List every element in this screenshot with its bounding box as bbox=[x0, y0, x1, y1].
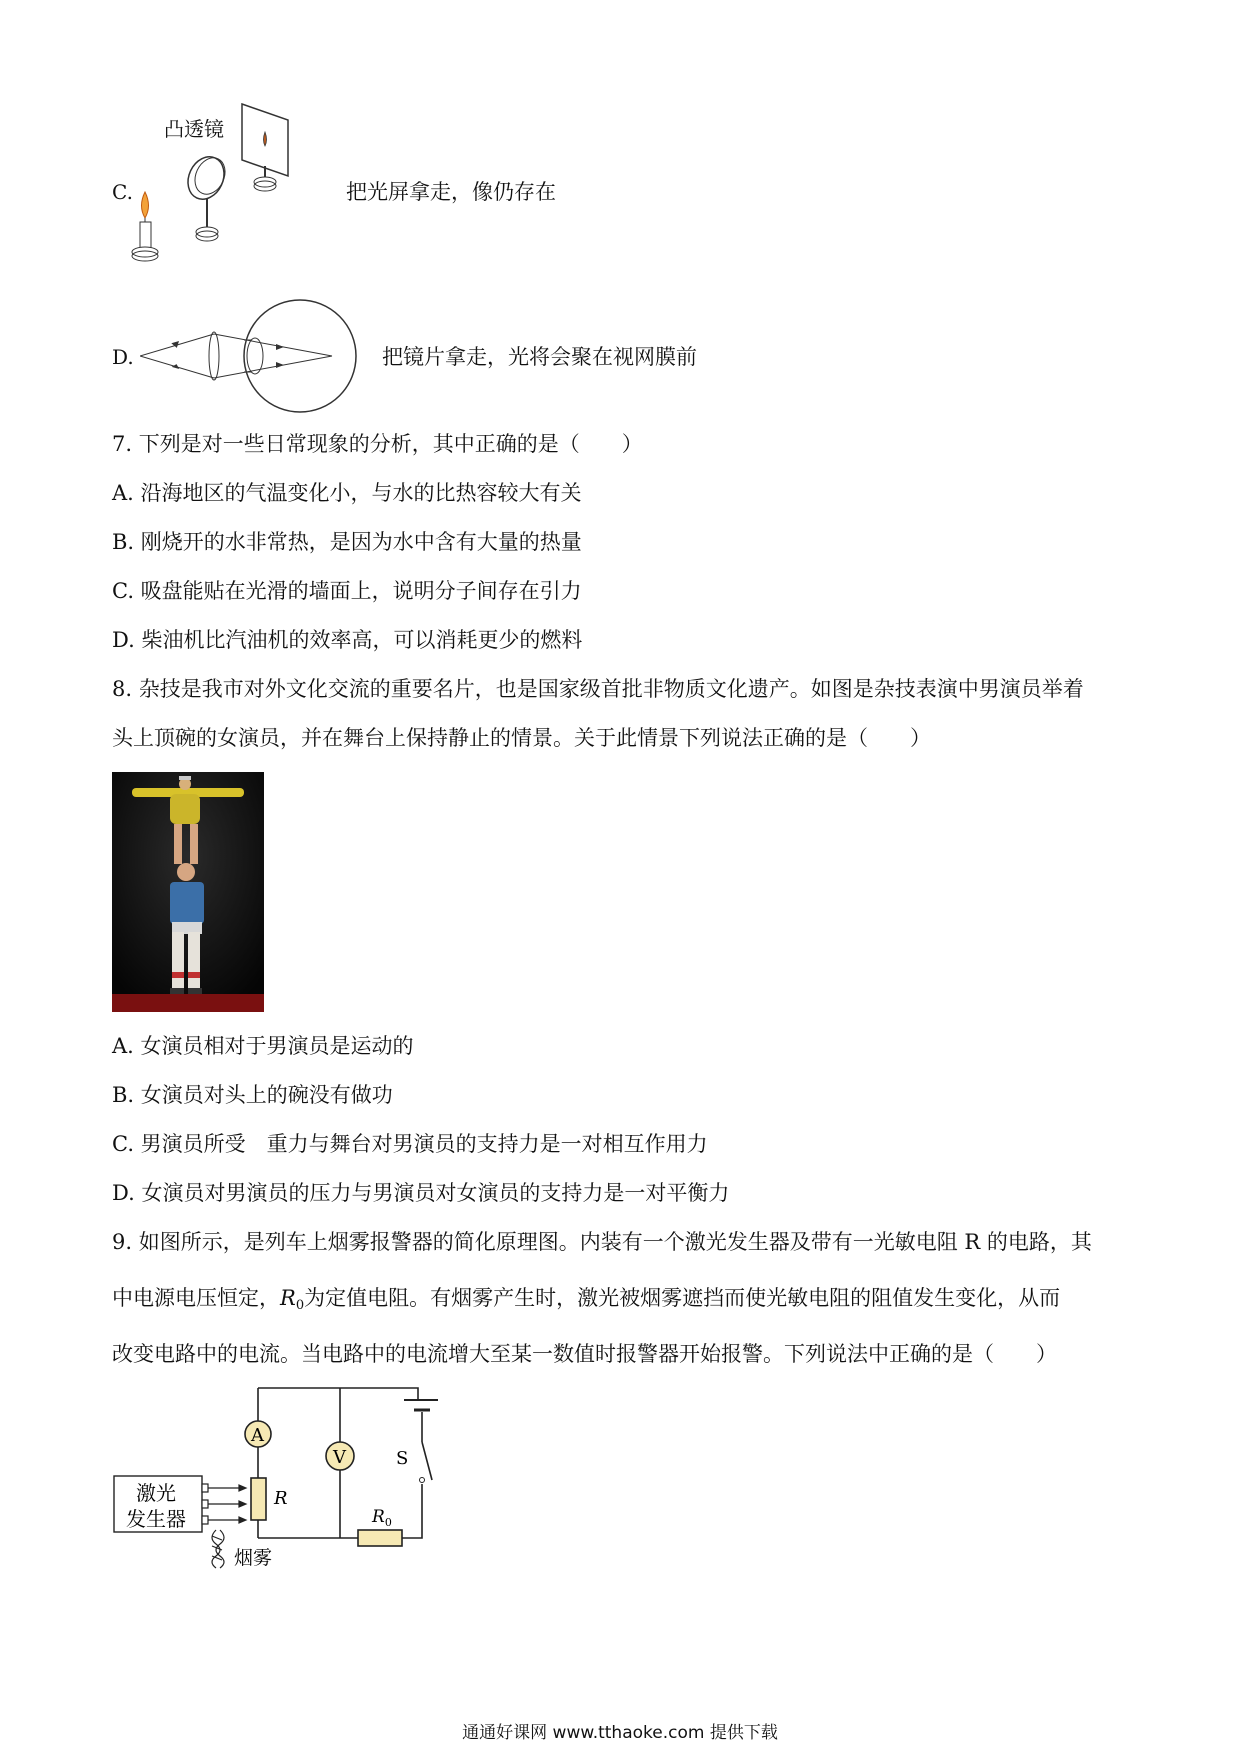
laser-beams-icon bbox=[202, 1484, 246, 1524]
switch-label: S bbox=[396, 1448, 409, 1469]
photoresistor-label: R bbox=[274, 1488, 288, 1509]
laser-emitter-label-1: 激光 bbox=[136, 1481, 176, 1505]
q6-option-c-label: C. bbox=[112, 180, 133, 204]
q7-option-b: B. 刚烧开的水非常热，是因为水中含有大量的热量 bbox=[112, 530, 582, 554]
q9-stem-line1: 9. 如图所示，是列车上烟雾报警器的简化原理图。内装有一个激光发生器及带有一光敏电阻 R 的电路，其 bbox=[112, 1230, 1092, 1254]
q7-stem: 7. 下列是对一些日常现象的分析，其中正确的是（ ） bbox=[112, 432, 643, 456]
q6-option-d-text: 把镜片拿走，光将会聚在视网膜前 bbox=[382, 345, 697, 369]
q8-option-a: A. 女演员相对于男演员是运动的 bbox=[112, 1034, 414, 1058]
smoke-icon bbox=[212, 1530, 224, 1568]
q8-stem-line1: 8. 杂技是我市对外文化交流的重要名片，也是国家级首批非物质文化遗产。如图是杂技表演中男演员举着 bbox=[112, 677, 1084, 701]
q7-option-d: D. 柴油机比汽油机的效率高，可以消耗更少的燃料 bbox=[112, 628, 583, 652]
q6-option-d-label: D. bbox=[112, 345, 134, 369]
q8-option-c: C. 男演员所受 重力与舞台对男演员的支持力是一对相互作用力 bbox=[112, 1132, 708, 1156]
q8-option-b: B. 女演员对头上的碗没有做功 bbox=[112, 1083, 393, 1107]
q6-option-c-text: 把光屏拿走，像仍存在 bbox=[346, 180, 556, 204]
page-footer: 通通好课网 www.tthaoke.com 提供下载 bbox=[462, 1723, 778, 1743]
ammeter-icon bbox=[245, 1421, 271, 1447]
q8-option-d: D. 女演员对男演员的压力与男演员对女演员的支持力是一对平衡力 bbox=[112, 1181, 730, 1205]
eye-crystalline-lens-icon bbox=[247, 338, 263, 374]
svg-text:A: A bbox=[251, 1425, 264, 1446]
q7-option-a: A. 沿海地区的气温变化小，与水的比热容较大有关 bbox=[112, 481, 582, 505]
glasses-lens-icon bbox=[209, 332, 219, 380]
acrobatics-photo bbox=[112, 772, 264, 1012]
q9-stem-line3: 改变电路中的电流。当电路中的电流增大至某一数值时报警器开始报警。下列说法中正确的是（ ） bbox=[112, 1342, 1057, 1366]
light-screen-icon bbox=[242, 104, 288, 191]
svg-text:V: V bbox=[333, 1447, 346, 1468]
convex-lens-figure bbox=[130, 100, 330, 270]
q7-option-c: C. 吸盘能贴在光滑的墙面上，说明分子间存在引力 bbox=[112, 579, 582, 603]
laser-emitter-label-2: 发生器 bbox=[126, 1507, 186, 1531]
smoke-alarm-circuit-diagram bbox=[112, 1376, 452, 1572]
photoresistor-icon bbox=[251, 1478, 266, 1520]
voltmeter-icon bbox=[326, 1442, 354, 1470]
switch-contact-icon bbox=[420, 1478, 425, 1483]
fixed-resistor-icon bbox=[358, 1530, 402, 1546]
fixed-resistor-label: $R_0$ bbox=[372, 1507, 392, 1529]
candle-icon bbox=[132, 192, 158, 261]
q9-stem-line2: 中电源电压恒定，$R_0$为定值电阻。有烟雾产生时，激光被烟雾遮挡而使光敏电阻的阻值发生变化，从而 bbox=[112, 1286, 1061, 1313]
lens-icon bbox=[181, 151, 230, 241]
smoke-label: 烟雾 bbox=[234, 1547, 273, 1569]
convex-lens-label: 凸透镜 bbox=[164, 117, 224, 141]
eye-lens-figure bbox=[140, 294, 370, 418]
q8-stem-line2: 头上顶碗的女演员，并在舞台上保持静止的情景。关于此情景下列说法正确的是（ ） bbox=[112, 726, 931, 750]
